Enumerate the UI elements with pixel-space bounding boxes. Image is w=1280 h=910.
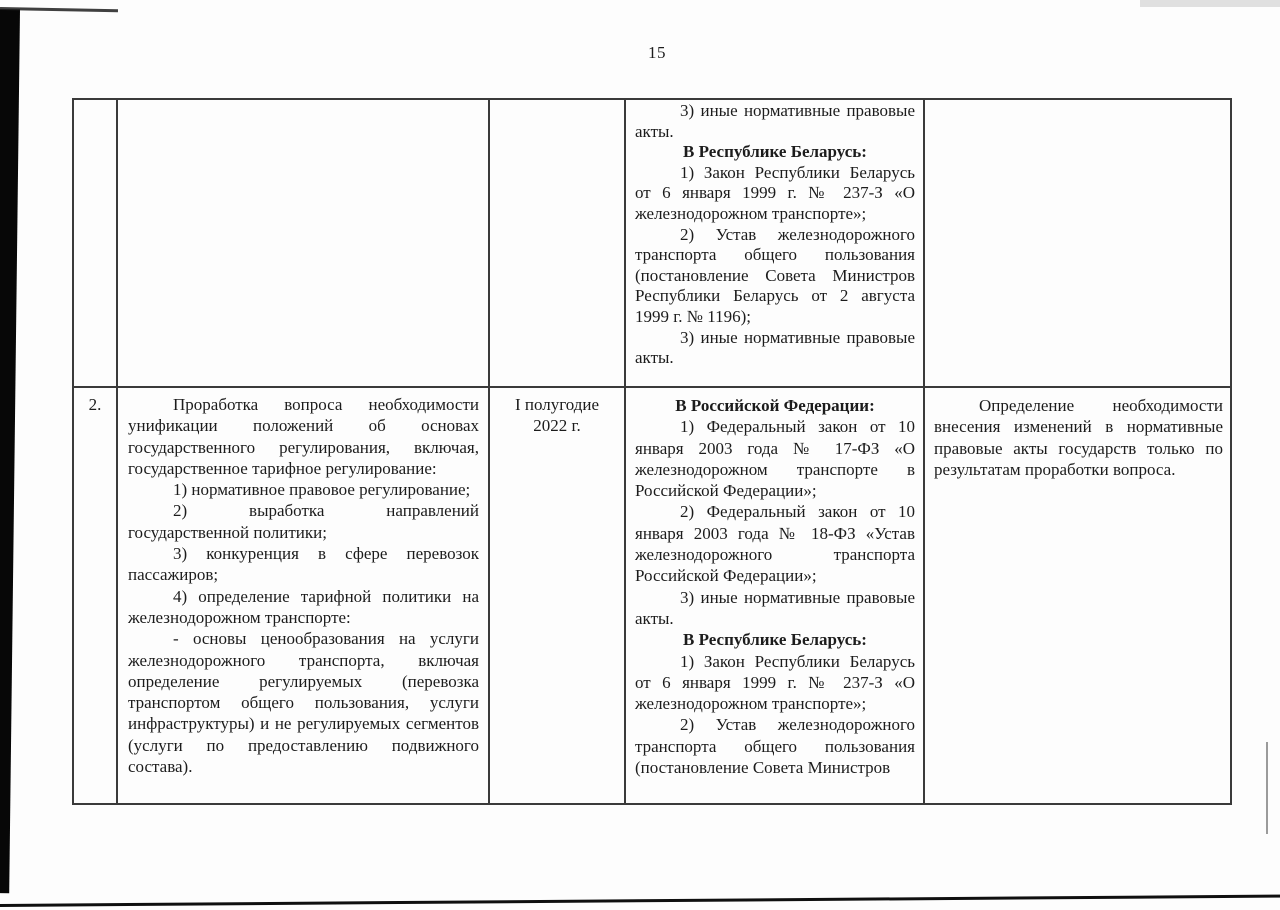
row1-cell-task-description — [118, 100, 490, 388]
scan-artifact-bottom-line — [0, 894, 1280, 907]
paragraph: 1) Закон Республики Беларусь от 6 января 1999 г. № 237-З «О железнодорожном транспорте»; — [635, 651, 915, 714]
paragraph: 3) иные нормативные правовые акты. — [635, 327, 915, 368]
row1-cell-note — [925, 100, 1230, 388]
paragraph: 3) конкуренция в сфере перевозок пассажиров; — [128, 544, 479, 585]
paragraph: Определение необходимости внесения изменений в нормативные правовые акты государств только по результатам проработки вопроса. — [934, 396, 1223, 479]
paragraph: 2) выработка направлений государственной политики; — [128, 501, 479, 542]
paragraph: Проработка вопроса необходимости унификации положений об основах государственного регулирования, включая, государственное тарифное регулирование: — [128, 395, 479, 478]
paragraph: 2) Устав железнодорожного транспорта общего пользования (постановление Совета Министров Республики Беларусь от 2 августа 1999 г. № 1196); — [635, 224, 915, 326]
paragraph: В Республике Беларусь: — [683, 630, 867, 650]
row2-cell-number: 2. — [74, 388, 118, 803]
scan-artifact-topright-smudge — [1140, 0, 1280, 7]
paragraph: I полугодие — [514, 395, 600, 414]
paragraph: 2) Федеральный закон от 10 января 2003 года № 18-ФЗ «Устав железнодорожного транспорта Российской Федерации»; — [635, 502, 915, 586]
row2-cell-task-description — [118, 388, 490, 803]
paragraph: 2022 г. — [533, 416, 581, 436]
paragraph: - основы ценообразования на услуги железнодорожного транспорта, включая определение регулируемых (перевозка транспортом общего пользования, услуги инфраструктуры) и не регулируемых сегментов (услуги по предоставлению подвижного состава). — [128, 629, 479, 777]
row2-cell-note — [925, 388, 1230, 803]
paragraph: 2) Устав железнодорожного транспорта общего пользования (постановление Совета Министров — [635, 715, 915, 778]
paragraph: 1) Федеральный закон от 10 января 2003 года № 17-ФЗ «О железнодорожном транспорте в Российской Федерации»; — [635, 417, 915, 501]
page-number: 15 — [648, 43, 666, 62]
row2-cell-legal-acts — [626, 388, 925, 803]
row1-cell-term — [490, 100, 626, 388]
schedule-table — [72, 98, 1232, 805]
paragraph: 1) Закон Республики Беларусь от 6 января 1999 г. № 237-З «О железнодорожном транспорте»; — [635, 162, 915, 223]
paragraph: 1) нормативное правовое регулирование; — [173, 480, 471, 500]
scan-artifact-left-bar — [0, 9, 20, 893]
row1-cell-legal-acts — [626, 100, 925, 388]
paragraph: 4) определение тарифной политики на железнодорожном транспорте: — [128, 586, 479, 627]
row2-cell-term — [490, 388, 626, 803]
paragraph: 3) иные нормативные правовые акты. — [635, 101, 915, 141]
paragraph: В Российской Федерации: — [675, 396, 875, 415]
paragraph: 3) иные нормативные правовые акты. — [635, 587, 915, 628]
scan-artifact-right-edge-mark — [1266, 742, 1268, 834]
row1-cell-number — [74, 100, 118, 388]
paragraph: В Республике Беларусь: — [683, 142, 867, 162]
